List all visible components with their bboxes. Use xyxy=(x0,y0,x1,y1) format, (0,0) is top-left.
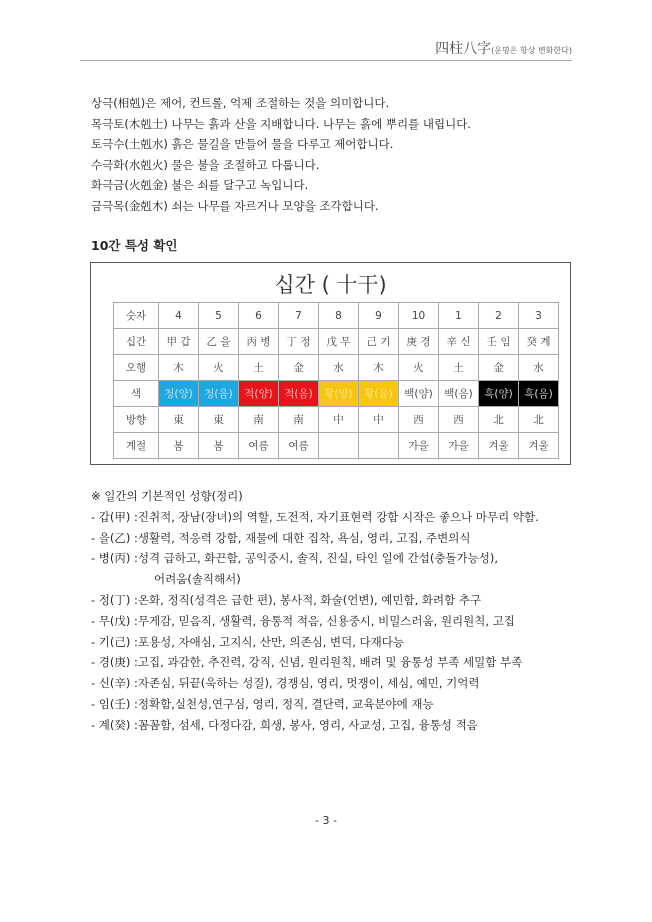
note-text: 정확함,실천성,연구심, 영리, 정직, 결단력, 교육분야에 재능 xyxy=(137,696,434,711)
sipgan-table xyxy=(113,302,559,459)
note-item xyxy=(91,548,539,569)
table-cell: 10 xyxy=(399,303,439,329)
note-item xyxy=(91,715,539,736)
row-header: 색 xyxy=(114,381,159,407)
table-cell: 乙 을 xyxy=(199,329,239,355)
table-cell: 5 xyxy=(199,303,239,329)
row-header: 숫자 xyxy=(114,303,159,329)
note-key: - 계(癸) : xyxy=(91,717,138,732)
table-row xyxy=(114,355,559,381)
table-cell: 丁 정 xyxy=(279,329,319,355)
table-cell: 7 xyxy=(279,303,319,329)
row-header: 십간 xyxy=(114,329,159,355)
intro-line: 상극(相剋)은 제어, 컨트롤, 억제 조절하는 것을 의미합니다. xyxy=(91,96,390,110)
table-cell: 청(음) xyxy=(199,381,239,407)
note-key: - 임(壬) : xyxy=(91,696,138,711)
note-item xyxy=(91,694,539,715)
table-cell: 東 xyxy=(199,407,239,433)
section-title: 10간 특성 확인 xyxy=(91,238,178,253)
table-cell: 겨울 xyxy=(479,433,519,459)
note-key: - 병(丙) : xyxy=(91,551,138,566)
table-cell: 金 xyxy=(479,355,519,381)
table-cell: 여름 xyxy=(239,433,279,459)
table-cell: 청(양) xyxy=(159,381,199,407)
note-item xyxy=(91,528,539,549)
table-cell: 木 xyxy=(359,355,399,381)
note-key: - 정(丁) : xyxy=(91,592,138,607)
note-continuation: 어려움(솔직해서) xyxy=(154,572,241,587)
table-cell: 丙 병 xyxy=(239,329,279,355)
note-item xyxy=(91,673,539,694)
table-cell xyxy=(319,433,359,459)
table-cell: 겨울 xyxy=(519,433,559,459)
page-header xyxy=(80,38,572,61)
table-cell xyxy=(359,433,399,459)
table-row xyxy=(114,329,559,355)
table-cell: 3 xyxy=(519,303,559,329)
table-row xyxy=(114,381,559,407)
note-text: 꼼꼼함, 섬세, 다정다감, 희생, 봉사, 영리, 사교성, 고집, 융통성 적음 xyxy=(137,717,478,732)
table-cell: 東 xyxy=(159,407,199,433)
table-cell: 火 xyxy=(399,355,439,381)
table-cell: 金 xyxy=(279,355,319,381)
table-cell: 癸 계 xyxy=(519,329,559,355)
table-cell: 적(양) xyxy=(239,381,279,407)
table-cell: 적(음) xyxy=(279,381,319,407)
table-cell: 土 xyxy=(439,355,479,381)
table-cell: 가을 xyxy=(399,433,439,459)
table-cell: 水 xyxy=(319,355,359,381)
note-text: 무게감, 믿음직, 생활력, 융통적 적음, 신용중시, 비밀스러움, 원리원칙, 고집 xyxy=(137,613,515,628)
table-cell: 中 xyxy=(359,407,399,433)
note-key: - 무(戊) : xyxy=(91,613,138,628)
table-cell: 백(음) xyxy=(439,381,479,407)
table-cell: 辛 신 xyxy=(439,329,479,355)
table-cell: 봄 xyxy=(159,433,199,459)
table-row xyxy=(114,303,559,329)
table-cell: 봄 xyxy=(199,433,239,459)
table-cell: 南 xyxy=(279,407,319,433)
table-row xyxy=(114,433,559,459)
table-cell: 木 xyxy=(159,355,199,381)
intro-line: 토극수(土剋水) 흙은 물길을 만들어 물을 다루고 제어합니다. xyxy=(91,137,394,151)
sipgan-table-figure xyxy=(90,262,571,465)
note-item xyxy=(91,632,539,653)
table-cell: 北 xyxy=(519,407,559,433)
note-item xyxy=(91,507,539,528)
table-cell: 北 xyxy=(479,407,519,433)
table-cell: 水 xyxy=(519,355,559,381)
note-text: 자존심, 뒤끝(욱하는 성질), 경쟁심, 영리, 멋쟁이, 세심, 예민, 기억력 xyxy=(137,676,480,691)
intro-line: 수극화(水剋火) 물은 불을 조절하고 다룹니다. xyxy=(91,157,320,172)
table-cell: 6 xyxy=(239,303,279,329)
table-cell: 戊 무 xyxy=(319,329,359,355)
table-cell: 백(양) xyxy=(399,381,439,407)
note-text: 고집, 과감한, 추진력, 강직, 신념, 원리원칙, 배려 및 융통성 부족 세밀함 부족 xyxy=(137,655,523,670)
table-cell: 己 기 xyxy=(359,329,399,355)
table-cell: 여름 xyxy=(279,433,319,459)
page-number: - 3 - xyxy=(315,814,337,827)
intro-line: 화극금(火剋金) 불은 쇠를 달구고 녹입니다. xyxy=(91,178,309,192)
table-title: 십간 ( 十干) xyxy=(274,273,387,297)
note-item xyxy=(91,652,539,673)
table-row xyxy=(114,407,559,433)
table-cell: 8 xyxy=(319,303,359,329)
table-cell: 甲 갑 xyxy=(159,329,199,355)
header-title: 四柱八字 xyxy=(435,41,492,57)
row-header: 계절 xyxy=(114,433,159,459)
intro-paragraph xyxy=(91,93,471,216)
table-cell: 황(양) xyxy=(319,381,359,407)
table-cell: 9 xyxy=(359,303,399,329)
note-key: - 기(己) : xyxy=(91,634,138,649)
table-cell: 南 xyxy=(239,407,279,433)
table-cell: 西 xyxy=(439,407,479,433)
note-text: 생활력, 적응력 강함, 재물에 대한 집착, 욕심, 영리, 고집, 주변의식 xyxy=(137,530,471,545)
table-cell: 황(음) xyxy=(359,381,399,407)
table-cell: 土 xyxy=(239,355,279,381)
table-cell: 가을 xyxy=(439,433,479,459)
row-header: 오행 xyxy=(114,355,159,381)
table-cell: 4 xyxy=(159,303,199,329)
intro-line: 목극토(木剋土) 나무는 흙과 산을 지배합니다. 나무는 흙에 뿌리를 내립니다. xyxy=(91,116,471,131)
table-cell: 庚 경 xyxy=(399,329,439,355)
table-cell: 火 xyxy=(199,355,239,381)
note-key: - 을(乙) : xyxy=(91,530,138,545)
table-cell: 흑(양) xyxy=(479,381,519,407)
note-text: 성격 급하고, 화끈함, 공익중시, 솔직, 진실, 타인 일에 간섭(충돌가능성), xyxy=(137,551,499,566)
notes-section xyxy=(91,486,539,736)
table-cell: 흑(음) xyxy=(519,381,559,407)
header-subtitle: (운명은 항상 변화한다) xyxy=(491,46,572,55)
row-header: 방향 xyxy=(114,407,159,433)
intro-line: 금극목(金剋木) 쇠는 나무를 자르거나 모양을 조각합니다. xyxy=(91,198,379,213)
note-key: - 신(辛) : xyxy=(91,676,138,691)
note-key: - 경(庚) : xyxy=(91,655,138,670)
table-cell: 1 xyxy=(439,303,479,329)
note-item xyxy=(91,590,539,611)
note-item xyxy=(91,611,539,632)
table-cell: 中 xyxy=(319,407,359,433)
table-cell: 2 xyxy=(479,303,519,329)
note-text: 진취적, 장남(장녀)의 역할, 도전적, 자기표현력 강함 시작은 좋으나 마무리 약함. xyxy=(137,509,539,524)
note-text: 온화, 정직(성격은 급한 편), 봉사적, 화술(언변), 예민함, 화려함 추구 xyxy=(137,592,482,607)
note-text: 포용성, 자애심, 고지식, 산만, 의존심, 변덕, 다재다능 xyxy=(137,634,404,649)
table-cell: 壬 임 xyxy=(479,329,519,355)
note-key: - 갑(甲) : xyxy=(91,509,138,524)
notes-heading: ※ 일간의 기본적인 성향(정리) xyxy=(91,489,243,503)
table-cell: 西 xyxy=(399,407,439,433)
